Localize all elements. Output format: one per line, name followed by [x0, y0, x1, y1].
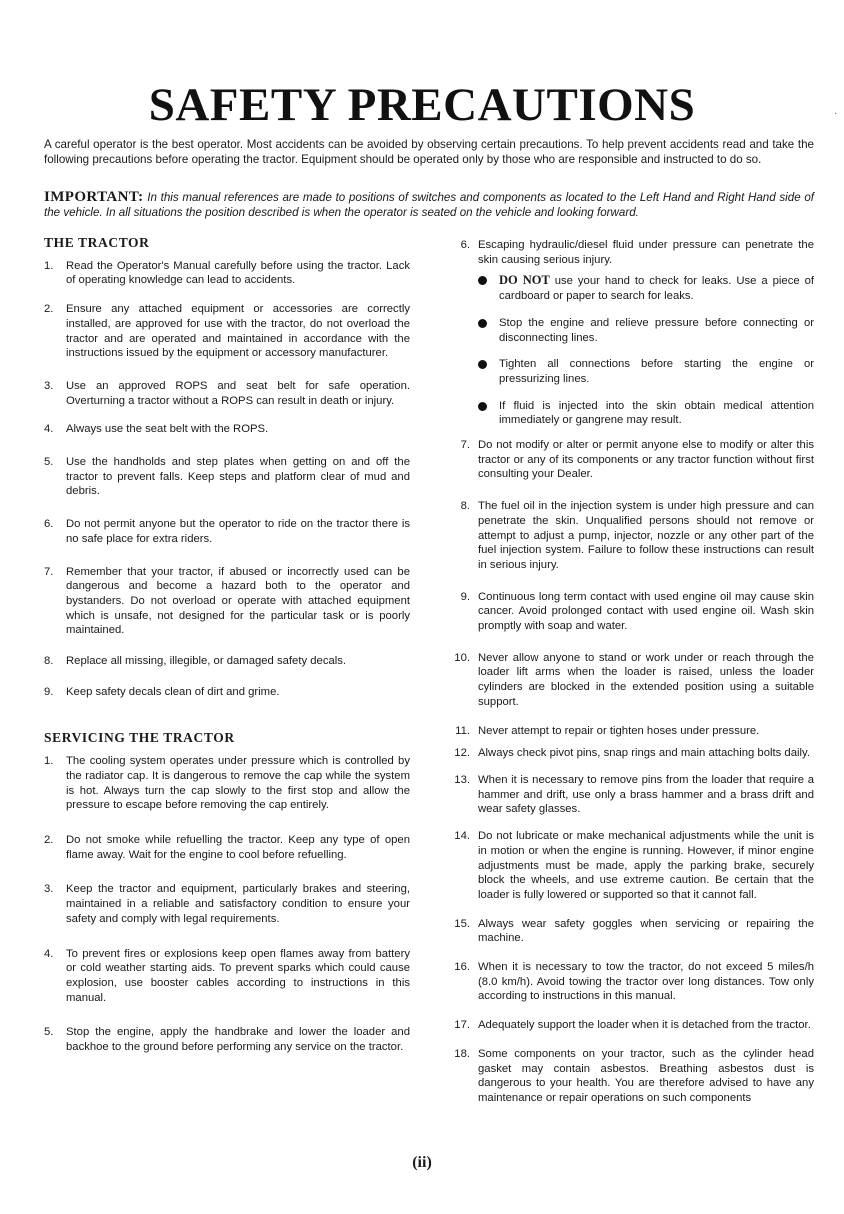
item-text: Always wear safety goggles when servicing or repairing the machine.	[478, 917, 814, 945]
item-text: Escaping hydraulic/diesel fluid under pressure can penetrate the skin causing serious injury.	[478, 239, 814, 266]
item-number: 10.	[454, 651, 470, 664]
item-text: The cooling system operates under pressure which is controlled by the radiator cap. It is dangerous to remove the cap while the system is hot. Always turn the cap slowly to the first stop and allow the pressure to escape before removing the cap entirely.	[66, 755, 410, 812]
item-number: 5.	[44, 456, 54, 469]
item-number: 5.	[44, 1026, 54, 1039]
list-item	[44, 882, 410, 926]
important-note	[44, 190, 814, 220]
item-number: 9.	[44, 685, 54, 698]
item-text: Stop the engine, apply the handbrake and lower the loader and backhoe to the ground before performing any service on the tractor.	[66, 1026, 410, 1054]
item-text: Do not modify or alter or permit anyone else to modify or alter this tractor or any of its components or any tractor function without first consulting your Dealer.	[478, 439, 814, 481]
item-text: Always use the seat belt with the ROPS.	[66, 423, 269, 436]
bullet-dot-icon	[478, 402, 487, 411]
item-text: Keep safety decals clean of dirt and grime.	[66, 685, 280, 698]
item-number: 2.	[44, 303, 54, 316]
item-number: 3.	[44, 883, 54, 896]
list-item	[44, 259, 410, 288]
list-item	[448, 1018, 814, 1033]
bullet-text: Stop the engine and relieve pressure before connecting or disconnecting lines.	[499, 316, 814, 344]
item-text: Always check pivot pins, snap rings and main attaching bolts daily.	[478, 747, 810, 760]
page-title: SAFETY PRECAUTIONS	[148, 79, 696, 131]
list-item	[448, 724, 814, 739]
bullet-dot-icon	[478, 360, 487, 369]
item-text: Keep the tractor and equipment, particularly brakes and steering, maintained in a reliable and satisfactory condition to ensure your safety and comply with legal requirements.	[66, 883, 410, 925]
bullet-item	[478, 273, 814, 303]
list-item	[448, 746, 814, 761]
list-item	[448, 1047, 814, 1106]
item-number: 16.	[454, 961, 470, 974]
list-item	[448, 438, 814, 482]
bullet-dot-icon	[478, 319, 487, 328]
item-number: 2.	[44, 833, 54, 846]
left-column	[44, 236, 410, 1055]
item-number: 14.	[454, 830, 470, 843]
item-number: 1.	[44, 755, 54, 768]
item-number: 17.	[454, 1019, 470, 1032]
bullet-item	[478, 399, 814, 428]
list-item	[448, 499, 814, 573]
bullet-body: use your hand to check for leaks. Use a piece of cardboard or paper to search for leaks.	[499, 275, 814, 303]
bullet-text: If fluid is injected into the skin obtain medical attention immediately or gangrene may result.	[499, 399, 814, 427]
list-item	[44, 379, 410, 408]
item-number: 15.	[454, 917, 470, 930]
item-text: Do not smoke while refuelling the tractor. Keep any type of open flame away. Wait for the engine to cool before refuelling.	[66, 833, 410, 861]
item-text: Use an approved ROPS and seat belt for safe operation. Overturning a tractor without a ROPS can result in death or injury.	[66, 379, 410, 407]
list-item	[44, 654, 410, 669]
list-item	[448, 590, 814, 634]
item-number: 6.	[44, 518, 54, 531]
list-item	[44, 422, 410, 437]
item-text: Adequately support the loader when it is detached from the tractor.	[478, 1019, 811, 1032]
item-text: The fuel oil in the injection system is under high pressure and can penetrate the skin. Unqualified persons should not remove or attempt to adjust a pump, injector, nozzle or any other part of the fuel injection system. Failure to follow these instructions can result in serious injury.	[478, 500, 814, 571]
bullet-bold: DO NOT	[499, 273, 550, 288]
bullet-dot-icon	[478, 276, 487, 285]
item-number: 13.	[454, 773, 470, 786]
item-text: Never allow anyone to stand or work under or reach through the loader lift arms when the loader is raised, unless the loader cylinders are blocked in the extended position using a suitable support.	[478, 651, 814, 708]
list-item	[448, 960, 814, 1004]
item-text: Do not permit anyone but the operator to ride on the tractor there is no safe place for extra riders.	[66, 518, 410, 545]
list-item	[44, 455, 410, 499]
bullet-text: Tighten all connections before starting the engine or pressurizing lines.	[499, 358, 814, 385]
edge-mark: ·	[834, 108, 838, 119]
item-number: 8.	[460, 500, 470, 513]
item-number: 18.	[454, 1047, 470, 1060]
item-number: 4.	[44, 423, 54, 436]
list-item	[44, 754, 410, 813]
item-number: 4.	[44, 947, 54, 960]
list-item	[448, 651, 814, 710]
bullet-item	[478, 316, 814, 345]
bullet-item	[478, 357, 814, 386]
important-label: IMPORTANT:	[44, 189, 144, 205]
item-text: Some components on your tractor, such as the cylinder head gasket may contain asbestos. Breathing asbestos dust is dangerous to your health. You are therefore advised to have any maintenance or repair operations on such components	[478, 1047, 814, 1104]
item-text: Remember that your tractor, if abused or incorrectly used can be dangerous and become a hazard both to the operator and bystanders. Do not overload or operate with attached equipment which is unsafe, not designed for the particular task or is poorly maintained.	[66, 565, 410, 637]
item-text: Never attempt to repair or tighten hoses under pressure.	[478, 724, 760, 737]
list-item	[44, 1025, 410, 1054]
item-text: When it is necessary to remove pins from the loader that require a hammer and drift, use only a brass hammer and a brass drift and wear safety glasses.	[478, 773, 814, 816]
section-heading-servicing: SERVICING THE TRACTOR	[44, 730, 235, 746]
page-number: (ii)	[412, 1154, 432, 1171]
list-item	[44, 947, 410, 1006]
item-text: Use the handholds and step plates when getting on and off the tractor to prevent falls. Keep steps and platform clear of mud and debris.	[66, 456, 410, 498]
item-number: 7.	[460, 439, 470, 452]
item-text: Ensure any attached equipment or accessories are correctly installed, are approved for use with the tractor, do not overload the tractor and are operated and maintained in accordance with the instructions issued by the equipment or accessory manufacturer.	[66, 303, 410, 360]
item-number: 9.	[460, 590, 470, 603]
item-text: When it is necessary to tow the tractor, do not exceed 5 miles/h (8.0 km/h). Avoid towing the tractor over long distances. Tow only according to instructions in this manual.	[478, 961, 814, 1003]
item-text: To prevent fires or explosions keep open flames away from battery or cold weather starting aids. To prevent sparks which could cause explosion, use booster cables according to instructions in this manual.	[66, 947, 410, 1004]
bullet-list	[478, 273, 814, 428]
intro-paragraph: A careful operator is the best operator. Most accidents can be avoided by observing certain precautions. To help prevent accidents read and take the following precautions before operating the tractor. Equipment should be operated only by those who are responsible and instructed to do so.	[44, 138, 814, 166]
list-item	[44, 833, 410, 862]
item-text: Read the Operator's Manual carefully before using the tractor. Lack of operating knowledge can lead to accidents.	[66, 259, 410, 287]
list-item	[44, 302, 410, 361]
important-text: In this manual references are made to positions of switches and components as located to the Left Hand and Right Hand side of the vehicle. In all situations the position described is when the operator is seated on the vehicle and looking forward.	[44, 191, 814, 219]
list-item	[44, 565, 410, 639]
item-number: 8.	[44, 655, 54, 668]
item-text: Replace all missing, illegible, or damaged safety decals.	[66, 655, 347, 668]
item-number: 3.	[44, 379, 54, 392]
item-number: 6.	[460, 239, 470, 251]
item-text: Continuous long term contact with used engine oil may cause skin cancer. Avoid prolonged contact with used engine oil. Wash skin promptly with soap and water.	[478, 590, 814, 633]
list-item	[44, 517, 410, 546]
bullet-text	[499, 273, 814, 303]
item-number: 1.	[44, 259, 54, 272]
section-heading-tractor: THE TRACTOR	[44, 235, 150, 250]
list-item	[44, 685, 410, 700]
list-item	[448, 829, 814, 903]
list-item	[448, 773, 814, 817]
item-number: 11.	[455, 724, 470, 737]
item-text: Do not lubricate or make mechanical adjustments while the unit is in motion or when the engine is running. However, if minor engine adjustments must be made, apply the parking brake, securely block the wheels, and use extreme caution. Be certain that the loader is fully lowered or supported so that it cannot fall.	[478, 830, 814, 901]
right-column	[448, 238, 814, 1106]
item-number: 12.	[454, 747, 470, 760]
list-item	[448, 238, 814, 267]
item-number: 7.	[44, 565, 54, 578]
list-item	[448, 917, 814, 946]
